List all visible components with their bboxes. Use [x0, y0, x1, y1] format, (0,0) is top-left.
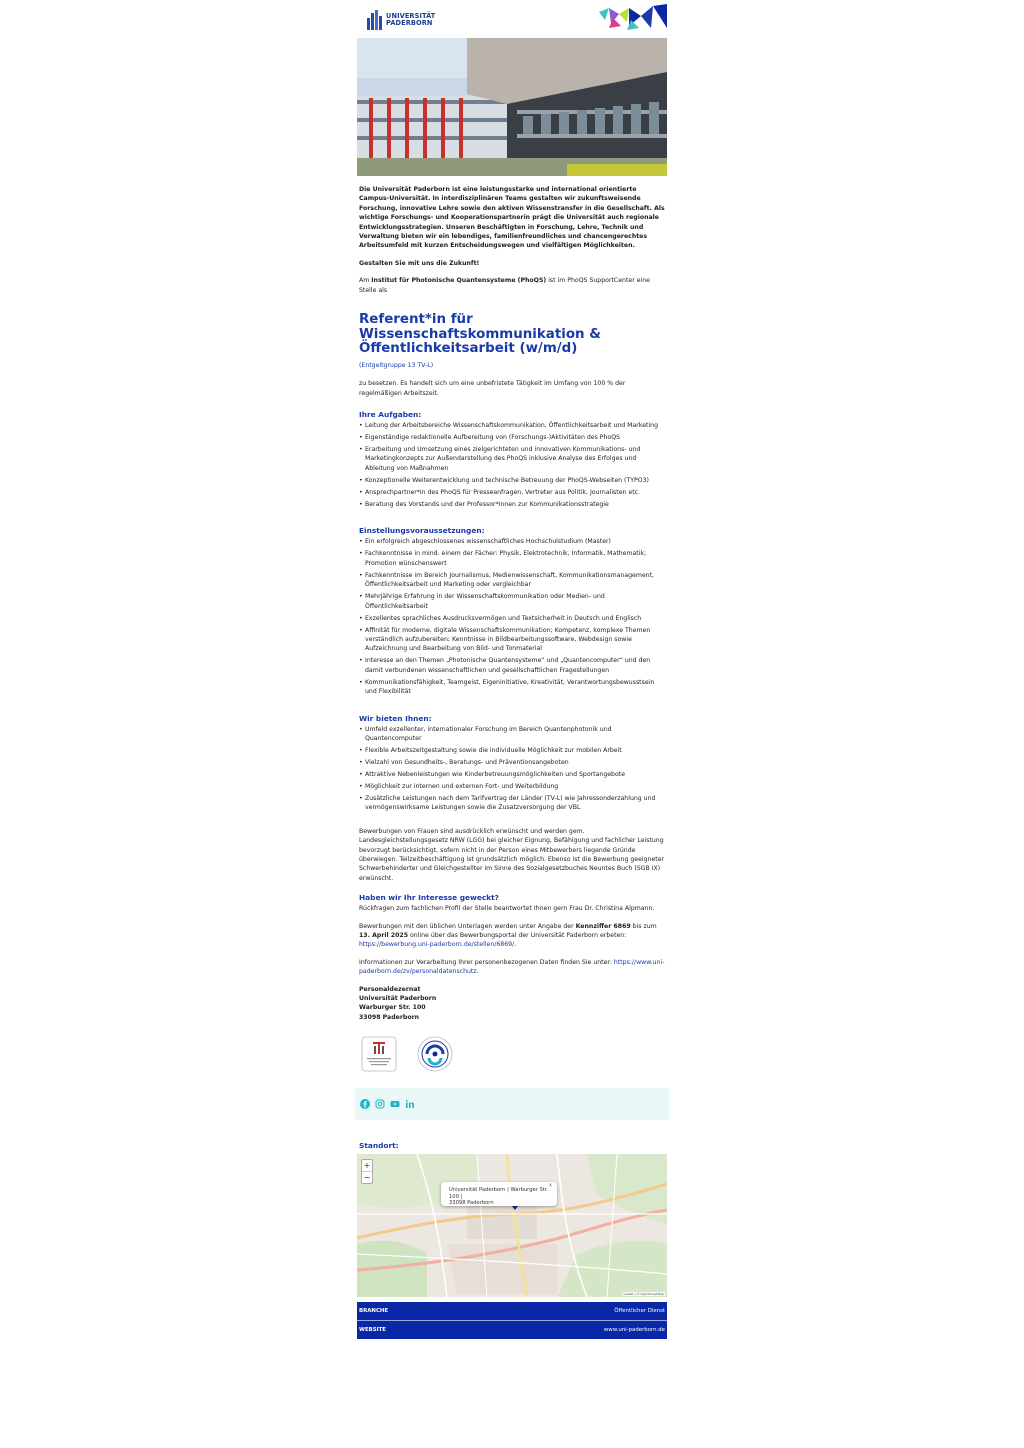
list-item: • Ansprechpartner*in des PhoQS für Presseanfragen, Vertreter aus Politik, Journalisten etc. — [359, 488, 665, 497]
close-icon[interactable]: × — [547, 1182, 553, 1190]
footer-value: Öffentlicher Dienst — [614, 1308, 665, 1315]
tasks-list — [359, 421, 665, 509]
footer-label: WEBSITE — [359, 1327, 386, 1334]
header — [357, 0, 667, 38]
list-item: • Affinität für moderne, digitale Wissenschaftskommunikation; Kompetenz, komplexe Themen verständlich aufzubereiten; Kenntnisse in Bildbearbeitungssoftware, Webdesign sowie Aufzeichnung und Bearbeitung von Bild- und Tonmaterial — [359, 626, 665, 654]
deadline-date: 13. April 2025 — [359, 932, 409, 939]
address-line: 33098 Paderborn — [359, 1013, 420, 1021]
list-item: • Fachkenntnisse im Bereich Journalismus, Medienwissenschaft, Kommunikationsmanagement, Öffentlichkeitsarbeit und Marketing oder vergleichbar — [359, 571, 665, 590]
facebook-icon[interactable] — [360, 1099, 370, 1109]
footer-row-industry — [357, 1302, 667, 1320]
list-item: • Vielzahl von Gesundheits-, Beratungs- und Präventionsangeboten — [359, 758, 665, 767]
list-item: • Ein erfolgreich abgeschlossenes wissenschaftliches Hochschulstudium (Master) — [359, 537, 665, 546]
address-line: Warburger Str. 100 — [359, 1004, 426, 1012]
location-heading: Standort: — [359, 1141, 399, 1151]
diversity-seal-icon — [417, 1036, 453, 1072]
privacy-text: Informationen zur Verarbeitung Ihrer personenbezogenen Daten finden Sie unter: https://www.uni-paderborn.de/zv/personaldatenschutz. — [359, 958, 665, 976]
requirements-heading: Einstellungsvoraussetzungen: — [359, 526, 485, 536]
youtube-icon[interactable] — [390, 1099, 400, 1109]
footer-row-website — [357, 1320, 667, 1339]
interest-heading: Haben wir Ihr Interesse geweckt? — [359, 893, 499, 903]
map-zoom-control — [361, 1159, 373, 1184]
reference-number: Kennziffer 6869 — [575, 922, 631, 930]
list-item: • Interesse an den Themen „Photonische Quantensysteme“ und „Quantencomputer“ und den damit verbundenen wissenschaftlichen und gesellschaftlichen Fragestellungen — [359, 656, 665, 675]
list-item: • Konzeptionelle Weiterentwicklung und technische Betreuung der PhoQS-Webseiten (TYPO3) — [359, 476, 665, 485]
university-logo-icon — [367, 10, 383, 30]
institute-name: Institut für Photonische Quantensysteme (PhoQS) — [371, 277, 547, 285]
popup-address-line: Universität Paderborn | Warburger Str. 100 | — [449, 1187, 549, 1200]
list-item: • Kommunikationsfähigkeit, Teamgeist, Eigeninitiative, Kreativität, Verantwortungsbewusstsein und Flexibilität — [359, 678, 665, 697]
contact-text: Rückfragen zum fachlichen Profil der Stelle beantwortet Ihnen gern Frau Dr. Christina Alpmann. — [359, 905, 655, 913]
list-item: • Möglichkeit zur internen und externen Fort- und Weiterbildung — [359, 782, 665, 791]
map-popup — [441, 1182, 557, 1206]
list-item: • Erarbeitung und Umsetzung eines zielgerichteten und innovativen Kommunikations- und Marketingkonzepts zur Außendarstellung des PhoQS inklusive Analyse des Erfolges und Ableitung von Maßnahmen — [359, 445, 665, 473]
list-item: • Attraktive Nebenleistungen wie Kinderbetreuungsmöglichkeiten und Sportangebote — [359, 770, 665, 779]
requirements-list — [359, 537, 665, 696]
list-item: • Eigenständige redaktionelle Aufbereitung von (Forschungs-)Aktivitäten des PhoQS — [359, 433, 665, 442]
address-line: Universität Paderborn — [359, 995, 437, 1003]
terms-text: zu besetzen. Es handelt sich um eine unbefristete Tätigkeit im Umfang von 100 % der regelmäßigen Arbeitszeit. — [359, 380, 626, 397]
intro-text: Die Universität Paderborn ist eine leistungsstarke und international orientierte Campus-Universität. In interdisziplinären Teams gestalten wir zukunftsweisende Forschung, innovative Lehre sowie den aktiven Wissenstransfer in die Gesellschaft. Als wichtige Forschungs- und Kooperationspartnerin prägt die Universität auch regionale Entwicklungsstrategien. Unseren Beschäftigten in Forschung, Lehre, Technik und Verwaltung bieten wir ein lebendiges, familienfreundliches und chancengerechtes Arbeitsumfeld mit kurzen Entscheidungswegen und vielfältigen Möglichkeiten. — [359, 186, 665, 250]
popup-address-line: 33098 Paderborn — [449, 1200, 494, 1207]
list-item: • Exzellentes sprachliches Ausdrucksvermögen und Textsicherheit in Deutsch und Englisch — [359, 614, 665, 623]
list-item: • Umfeld exzellenter, internationaler Forschung im Bereich Quantenphotonik und Quantencomputer — [359, 725, 665, 744]
linkedin-icon[interactable] — [405, 1099, 415, 1109]
job-title: Referent*in für Wissenschaftskommunikation & Öffentlichkeitsarbeit (w/m/d) — [359, 312, 601, 357]
campus-building-image — [357, 38, 667, 176]
offers-heading: Wir bieten Ihnen: — [359, 713, 432, 723]
job-posting — [357, 0, 667, 1339]
application-text: Bewerbungen mit den üblichen Unterlagen werden unter Angabe der Kennziffer 6869 bis zum 13. April 2025 online über das Bewerbungsportal der Universität Paderborn erbeten: https://bewerbung.uni-paderborn.de/stellen/6869/. — [359, 922, 657, 949]
map-tiles — [357, 1154, 667, 1297]
university-logo[interactable] — [367, 10, 435, 30]
logo-line-2: PADERBORN — [386, 19, 433, 27]
tasks-heading: Ihre Aufgaben: — [359, 410, 422, 420]
list-item: • Beratung des Vorstands und der Professor*innen zur Kommunikationsstrategie — [359, 500, 665, 509]
zoom-out-button[interactable]: − — [363, 1173, 371, 1183]
institute-text: Am Institut für Photonische Quantensysteme (PhoQS) ist im PhoQS SupportCenter eine Stelle als — [359, 277, 650, 294]
zoom-in-button[interactable]: + — [363, 1161, 371, 1171]
list-item: • Zusätzliche Leistungen nach dem Tarifvertrag der Länder (TV-L) wie Jahressonderzahlung und vermögenswirksame Leistungen sowie die Zusatzversorgung der VBL — [359, 794, 665, 813]
family-audit-badge-icon — [361, 1036, 397, 1072]
certification-badges — [361, 1036, 665, 1072]
map-attribution[interactable]: Leaflet | © OpenStreetMap — [623, 1292, 664, 1297]
postal-address — [359, 985, 665, 1023]
decorative-triangles-icon — [599, 4, 667, 30]
social-bar — [355, 1088, 669, 1120]
footer-label: BRANCHE — [359, 1308, 389, 1315]
diversity-text: Bewerbungen von Frauen sind ausdrücklich erwünscht und werden gem. Landesgleichstellungsgesetz NRW (LGG) bei gleicher Eignung, Befähigung und fachlicher Leistung bevorzugt berücksichtigt, sofern nicht in der Person eines Mitbewerbers liegende Gründe überwiegen. Teilzeitbeschäftigung ist grundsätzlich möglich. Ebenso ist die Bewerbung geeigneter Schwerbehinderter und Gleichgestellter im Sinne des Sozialgesetzbuches Neuntes Buch (SGB IX) erwünscht. — [359, 827, 665, 882]
application-portal-link[interactable]: https://bewerbung.uni-paderborn.de/stellen/6869/ — [359, 941, 515, 949]
website-link[interactable]: www.uni-paderborn.de — [603, 1327, 665, 1334]
instagram-icon[interactable] — [375, 1099, 385, 1109]
address-line: Personaldezernat — [359, 985, 421, 993]
footer-info — [357, 1302, 667, 1339]
slogan: Gestalten Sie mit uns die Zukunft! — [359, 259, 480, 267]
privacy-link[interactable]: https://www.uni-paderborn.de/zv/personaldatenschutz — [359, 958, 665, 976]
pay-grade: (Entgeltgruppe 13 TV-L) — [359, 361, 434, 369]
list-item: • Leitung der Arbeitsbereiche Wissenschaftskommunikation, Öffentlichkeitsarbeit und Marketing — [359, 421, 665, 430]
location-map[interactable] — [357, 1154, 667, 1297]
list-item: • Mehrjährige Erfahrung in der Wissenschaftskommunikation oder Medien- und Öffentlichkeitsarbeit — [359, 592, 665, 611]
list-item: • Fachkenntnisse in mind. einem der Fächer: Physik, Elektrotechnik, Informatik, Mathematik; Promotion wünschenswert — [359, 549, 665, 568]
logo-line-1: UNIVERSITÄT — [386, 12, 436, 20]
offers-list — [359, 725, 665, 813]
list-item: • Flexible Arbeitszeitgestaltung sowie die individuelle Möglichkeit zur mobilen Arbeit — [359, 746, 665, 755]
